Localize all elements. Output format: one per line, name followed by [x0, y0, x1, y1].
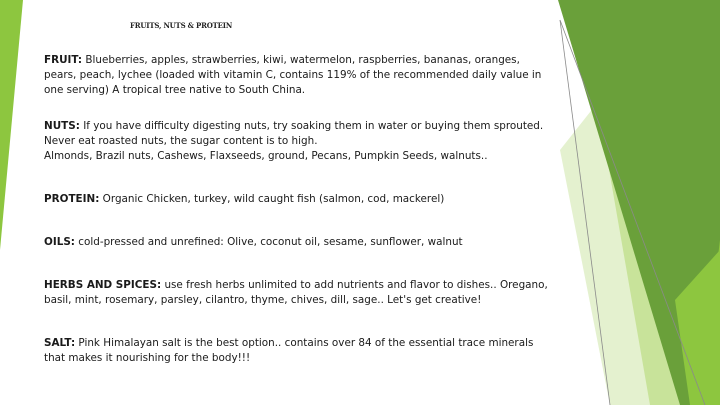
left-green-triangle — [0, 0, 23, 250]
oils-paragraph — [44, 235, 564, 250]
oils-line-1: cold-pressed and unrefined: Olive, coconut oil, sesame, sunflower, walnut — [78, 236, 463, 248]
nuts-line-2: Never eat roasted nuts, the sugar content is to high. — [44, 135, 318, 147]
fruit-label: FRUIT: — [44, 54, 83, 66]
protein-line-1: Organic Chicken, turkey, wild caught fish (salmon, cod, mackerel) — [102, 193, 445, 205]
herbs-spices-line-1: use fresh herbs unlimited to add nutrients and flavor to dishes.. Oregano, — [164, 279, 548, 291]
oils-label: OILS: — [44, 236, 75, 248]
herbs-spices-paragraph — [44, 278, 564, 308]
nuts-line-1: If you have difficulty digesting nuts, try soaking them in water or buying them sprouted. — [83, 120, 544, 132]
salt-paragraph — [44, 336, 564, 366]
fruit-line-1: Blueberries, apples, strawberries, kiwi, watermelon, raspberries, bananas, oranges, — [85, 54, 520, 66]
salt-label: SALT: — [44, 337, 76, 349]
nuts-label: NUTS: — [44, 120, 80, 132]
herbs-spices-line-2: basil, mint, rosemary, parsley, cilantro, thyme, chives, dill, sage.. Let's get creative! — [44, 294, 482, 306]
nuts-line-3: Almonds, Brazil nuts, Cashews, Flaxseeds, ground, Pecans, Pumpkin Seeds, walnuts.. — [44, 150, 488, 162]
herbs-spices-label: HERBS AND SPICES: — [44, 279, 162, 291]
protein-label: PROTEIN: — [44, 193, 100, 205]
fruit-line-2: pears, peach, lychee (loaded with vitamin C, contains 119% of the recommended daily value in — [44, 69, 542, 81]
nuts-paragraph — [44, 119, 564, 164]
fruit-line-3: one serving) A tropical tree native to South China. — [44, 84, 306, 96]
fruit-paragraph — [44, 53, 564, 98]
salt-line-2: that makes it nourishing for the body!!! — [44, 352, 251, 364]
salt-line-1: Pink Himalayan salt is the best option.. contains over 84 of the essential trace minerals — [78, 337, 534, 349]
slide-title: FRUITS, NUTS & PROTEIN — [130, 21, 233, 30]
protein-paragraph — [44, 192, 564, 207]
